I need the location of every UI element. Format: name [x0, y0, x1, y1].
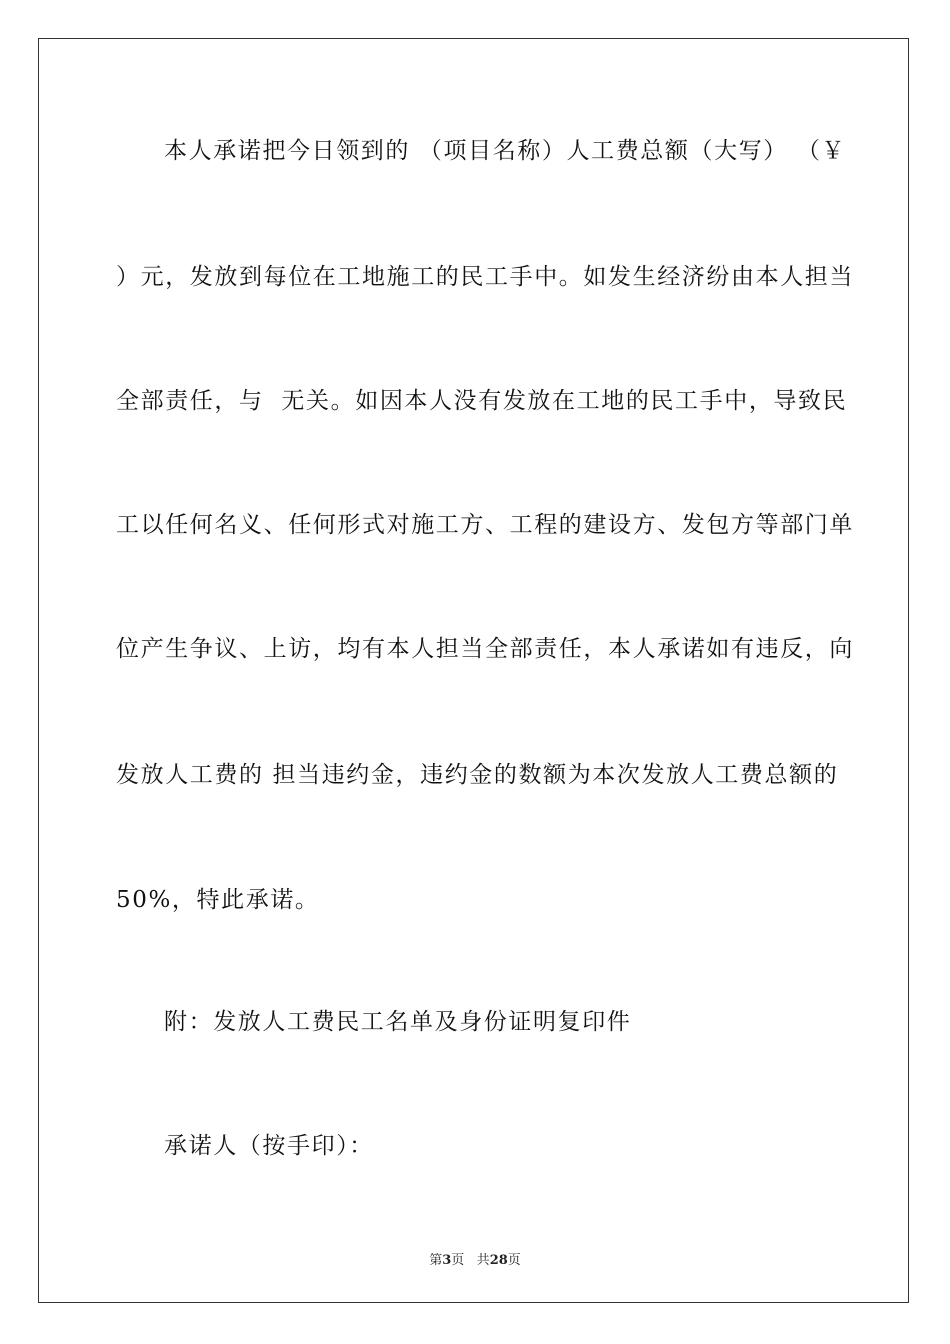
paragraph-line-7: 50%，特此承诺。 — [116, 887, 320, 913]
attachment-note: 附：发放人工费民工名单及身份证明复印件 — [164, 1009, 632, 1035]
paragraph-line-4: 工以任何名义、任何形式对施工方、工程的建设方、发包方等部门单 — [116, 512, 854, 538]
total-pages-suffix: 页 — [507, 1253, 521, 1268]
signature-label: 承诺人（按手印）： — [164, 1133, 374, 1159]
paragraph-line-2: ）元，发放到每位在工地施工的民工手中。如发生经济纷由本人担当 — [116, 264, 854, 290]
total-pages-prefix: 共 — [476, 1253, 490, 1268]
paragraph-line-5: 位产生争议、上访，均有本人担当全部责任，本人承诺如有违反，向 — [116, 636, 854, 662]
page-footer — [0, 1249, 950, 1268]
page-border — [38, 38, 909, 1303]
page-number-prefix: 第 — [429, 1253, 443, 1268]
paragraph-line-1: 本人承诺把今日领到的 （项目名称）人工费总额（大写） （￥ — [164, 138, 847, 164]
total-pages-number: 28 — [489, 1253, 508, 1268]
paragraph-line-6: 发放人工费的 担当违约金，违约金的数额为本次发放人工费总额的 — [116, 762, 839, 788]
paragraph-line-3: 全部责任，与 无关。如因本人没有发放在工地的民工手中，导致民 — [116, 388, 848, 414]
page-number-suffix: 页 — [451, 1253, 465, 1268]
current-page-number: 3 — [442, 1253, 452, 1268]
